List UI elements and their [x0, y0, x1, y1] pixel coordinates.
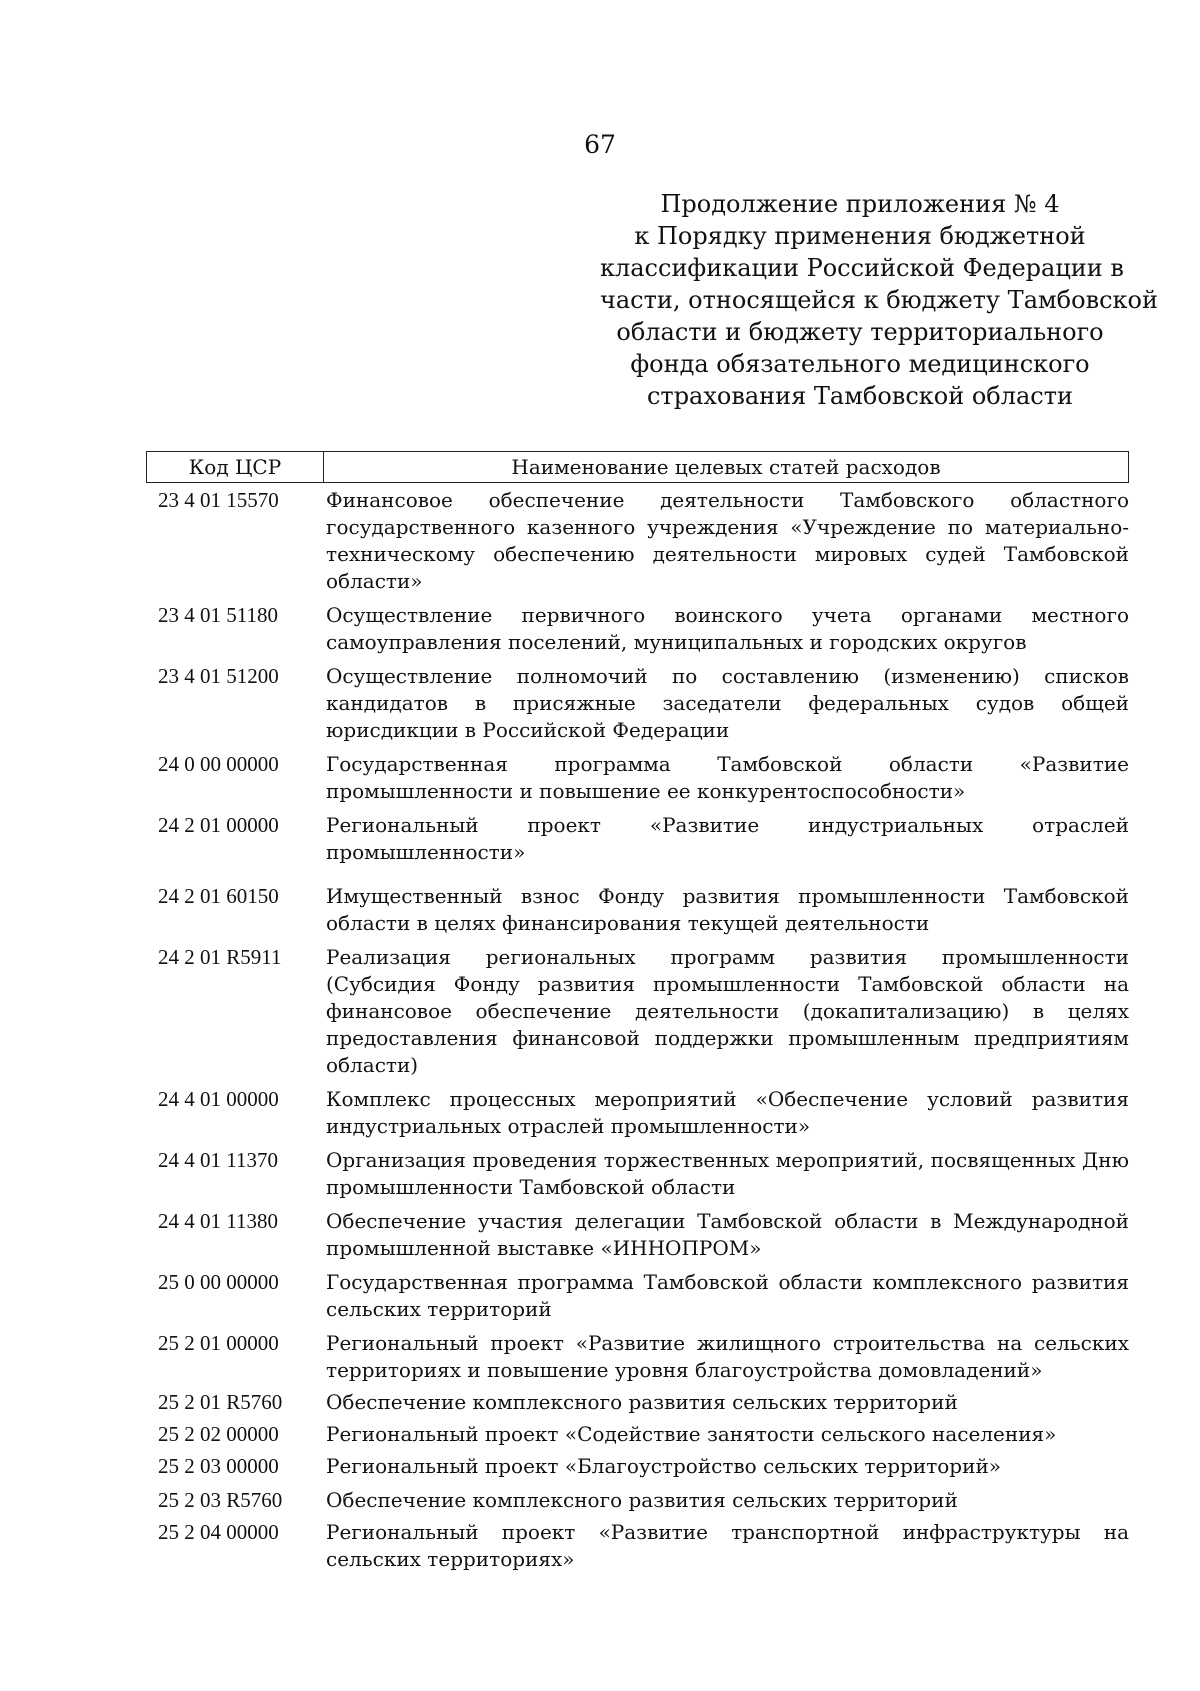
row-code: 24 2 01 00000	[158, 813, 279, 837]
row-name: Имущественный взнос Фонду развития промышленности Тамбовской области в целях финансирования текущей деятельности	[326, 884, 1129, 935]
table-row	[146, 663, 1129, 744]
table-row	[146, 883, 1129, 937]
heading-line: Продолжение приложения № 4	[660, 190, 1060, 218]
table-row	[146, 1330, 1129, 1384]
row-name: Обеспечение участия делегации Тамбовской области в Международной промышленной выставке «ИННОПРОМ»	[326, 1209, 1129, 1260]
row-code: 25 0 00 00000	[158, 1270, 279, 1294]
heading-line: области и бюджету территориального	[616, 318, 1104, 346]
table-row	[146, 1269, 1129, 1323]
row-name: Государственная программа Тамбовской области комплексного развития сельских территорий	[326, 1270, 1129, 1321]
row-code: 25 2 01 00000	[158, 1331, 279, 1355]
row-name: Региональный проект «Содействие занятости сельского населения»	[326, 1422, 1057, 1446]
row-name: Комплекс процессных мероприятий «Обеспечение условий развития индустриальных отраслей промышленности»	[326, 1087, 1129, 1138]
table-row	[146, 1421, 1129, 1448]
row-name: Региональный проект «Благоустройство сельских территорий»	[326, 1454, 1002, 1478]
row-code: 25 2 03 R5760	[158, 1488, 283, 1512]
row-name: Осуществление полномочий по составлению (изменению) списков кандидатов в присяжные заседатели федеральных судов общей юрисдикции в Российской Федерации	[326, 664, 1129, 742]
header-name: Наименование целевых статей расходов	[511, 455, 941, 479]
table-row	[146, 602, 1129, 656]
row-name: Организация проведения торжественных мероприятий, посвященных Дню промышленности Тамбовской области	[326, 1148, 1129, 1199]
table-body	[146, 487, 1129, 1573]
table-row	[146, 751, 1129, 805]
table-row	[146, 1519, 1129, 1573]
table-row	[146, 1453, 1129, 1480]
page-number: 67	[584, 130, 616, 159]
row-code: 24 4 01 11380	[158, 1209, 278, 1233]
heading-line: части, относящейся к бюджету Тамбовской	[600, 286, 1158, 314]
table-row	[146, 1487, 1129, 1514]
row-code: 25 2 02 00000	[158, 1422, 279, 1446]
heading-line: страхования Тамбовской области	[646, 382, 1074, 410]
row-code: 23 4 01 51200	[158, 664, 279, 688]
row-code: 24 4 01 11370	[158, 1148, 278, 1172]
row-code: 24 2 01 R5911	[158, 945, 282, 969]
row-code: 25 2 03 00000	[158, 1454, 279, 1478]
row-name: Региональный проект «Развитие жилищного строительства на сельских территориях и повышение уровня благоустройства домовладений»	[326, 1331, 1129, 1382]
expense-items-table	[146, 451, 1129, 1573]
table-row	[146, 1147, 1129, 1201]
row-name: Обеспечение комплексного развития сельских территорий	[326, 1390, 958, 1414]
row-name: Обеспечение комплексного развития сельских территорий	[326, 1488, 958, 1512]
row-name: Региональный проект «Развитие индустриальных отраслей промышленности»	[326, 813, 1129, 864]
row-name: Государственная программа Тамбовской области «Развитие промышленности и повышение ее конкурентоспособности»	[326, 752, 1129, 803]
heading-line: к Порядку применения бюджетной	[634, 222, 1086, 250]
table-row	[146, 812, 1129, 866]
table-row	[146, 1208, 1129, 1262]
row-code: 23 4 01 15570	[158, 488, 279, 512]
row-name: Финансовое обеспечение деятельности Тамбовского областного государственного казенного учреждения «Учреждение по материально-техническому обеспечению деятельности мировых судей Тамбовской области»	[326, 488, 1129, 593]
row-code: 25 2 04 00000	[158, 1520, 279, 1544]
row-code: 25 2 01 R5760	[158, 1390, 283, 1414]
heading-line: фонда обязательного медицинского	[630, 350, 1090, 378]
row-name: Осуществление первичного воинского учета органами местного самоуправления поселений, муниципальных и городских округов	[326, 603, 1129, 654]
table-row	[146, 944, 1129, 1079]
table-header	[146, 451, 1129, 483]
row-name: Реализация региональных программ развития промышленности (Субсидия Фонду развития промышленности Тамбовской области на финансовое обеспечение деятельности (докапитализацию) в целях предоставления финансовой поддержки промышленным предприятиям области)	[326, 945, 1129, 1077]
header-code: Код ЦСР	[147, 452, 324, 482]
row-code: 24 4 01 00000	[158, 1087, 279, 1111]
table-row	[146, 1086, 1129, 1140]
row-code: 23 4 01 51180	[158, 603, 278, 627]
row-code: 24 2 01 60150	[158, 884, 279, 908]
appendix-heading	[600, 188, 1158, 412]
table-row	[146, 1389, 1129, 1416]
table-row	[146, 487, 1129, 595]
heading-line: классификации Российской Федерации в	[600, 254, 1124, 282]
row-code: 24 0 00 00000	[158, 752, 279, 776]
row-name: Региональный проект «Развитие транспортной инфраструктуры на сельских территориях»	[326, 1520, 1129, 1571]
